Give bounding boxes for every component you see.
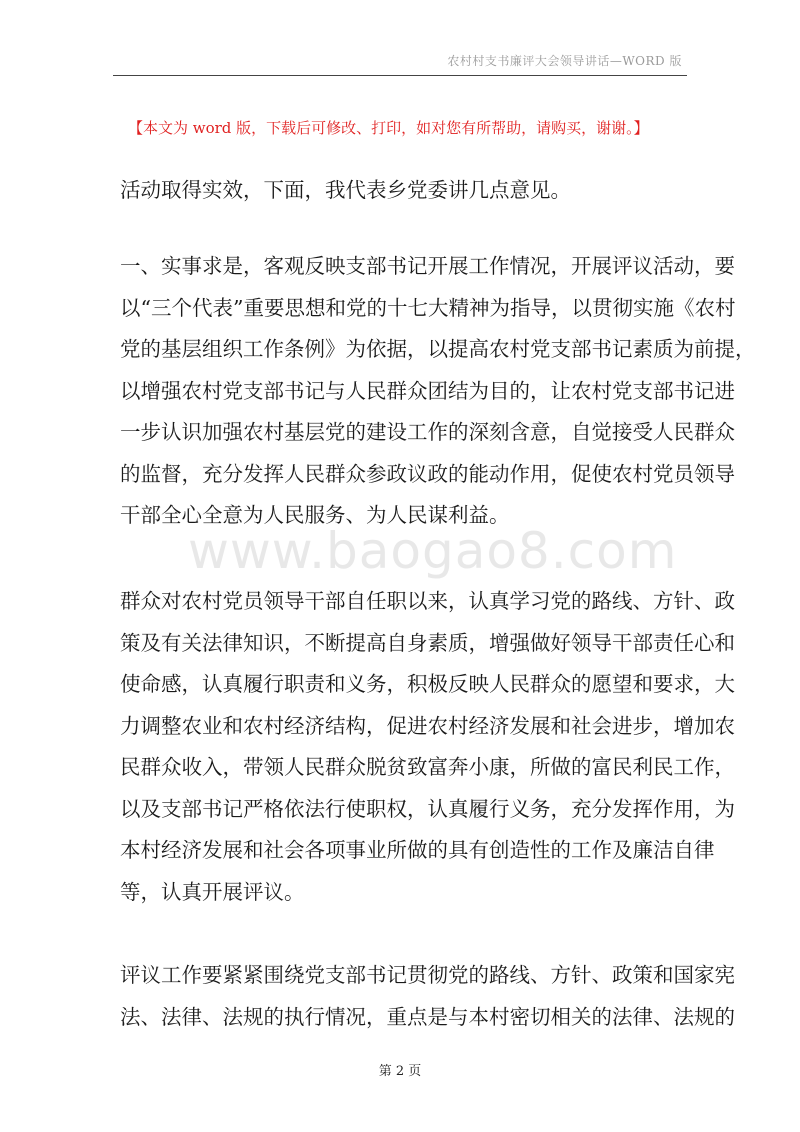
paragraph-evaluation-scope <box>120 581 735 913</box>
text-line: 以及支部书记严格依法行使职权，认真履行义务，充分发挥作用，为 <box>120 796 735 821</box>
paragraph-intro: 活动取得实效，下面，我代表乡党委讲几点意见。 <box>120 178 571 202</box>
header-divider <box>113 75 687 76</box>
purchase-notice: 【本文为 word 版，下载后可修改、打印，如对您有所帮助，请购买，谢谢。】 <box>128 119 649 137</box>
text-line: 评议工作要紧紧围绕党支部书记贯彻党的路线、方针、政策和国家宪 <box>120 963 735 987</box>
text-line: 一、实事求是，客观反映支部书记开展工作情况，开展评议活动，要 <box>120 254 735 278</box>
text-line: 民群众收入，带领人民群众脱贫致富奔小康，所做的富民利民工作， <box>120 755 735 779</box>
site-watermark: www.baogao8.com <box>188 522 678 580</box>
text-line: 的监督，充分发挥人民群众参政议政的能动作用，促使农村党员领导 <box>120 461 735 486</box>
text-line: 以增强农村党支部书记与人民群众团结为目的，让农村党支部书记进 <box>120 378 735 403</box>
text-line: 群众对农村党员领导干部自任职以来，认真学习党的路线、方针、政 <box>120 589 735 613</box>
document-header-title: 农村村支书廉评大会领导讲话—WORD 版 <box>447 54 682 68</box>
text-line: 本村经济发展和社会各项事业所做的具有创造性的工作及廉洁自律 <box>120 838 715 862</box>
text-line: 使命感，认真履行职责和义务，积极反映人民群众的愿望和要求，大 <box>120 672 735 696</box>
text-line: 党的基层组织工作条例》为依据，以提高农村党支部书记素质为前提， <box>120 337 756 361</box>
paragraph-evaluation-focus <box>120 955 735 1038</box>
text-line: 干部全心全意为人民服务、为人民谋利益。 <box>120 503 510 527</box>
text-line: 力调整农业和农村经济结构，促进农村经济发展和社会进步，增加农 <box>120 713 735 738</box>
text-line: 一步认识加强农村基层党的建设工作的深刻含意，自觉接受人民群众 <box>120 420 735 444</box>
paragraph-point-one <box>120 246 756 537</box>
text-line: 以“三个代表”重要思想和党的十七大精神为指导，以贯彻实施《农村 <box>120 295 736 320</box>
text-line: 法、法律、法规的执行情况，重点是与本村密切相关的法律、法规的 <box>120 1004 735 1029</box>
text-line: 等，认真开展评议。 <box>120 879 305 904</box>
text-line: 策及有关法律知识，不断提高自身素质，增强做好领导干部责任心和 <box>120 630 735 655</box>
page-number: 第 2 页 <box>378 1064 422 1079</box>
